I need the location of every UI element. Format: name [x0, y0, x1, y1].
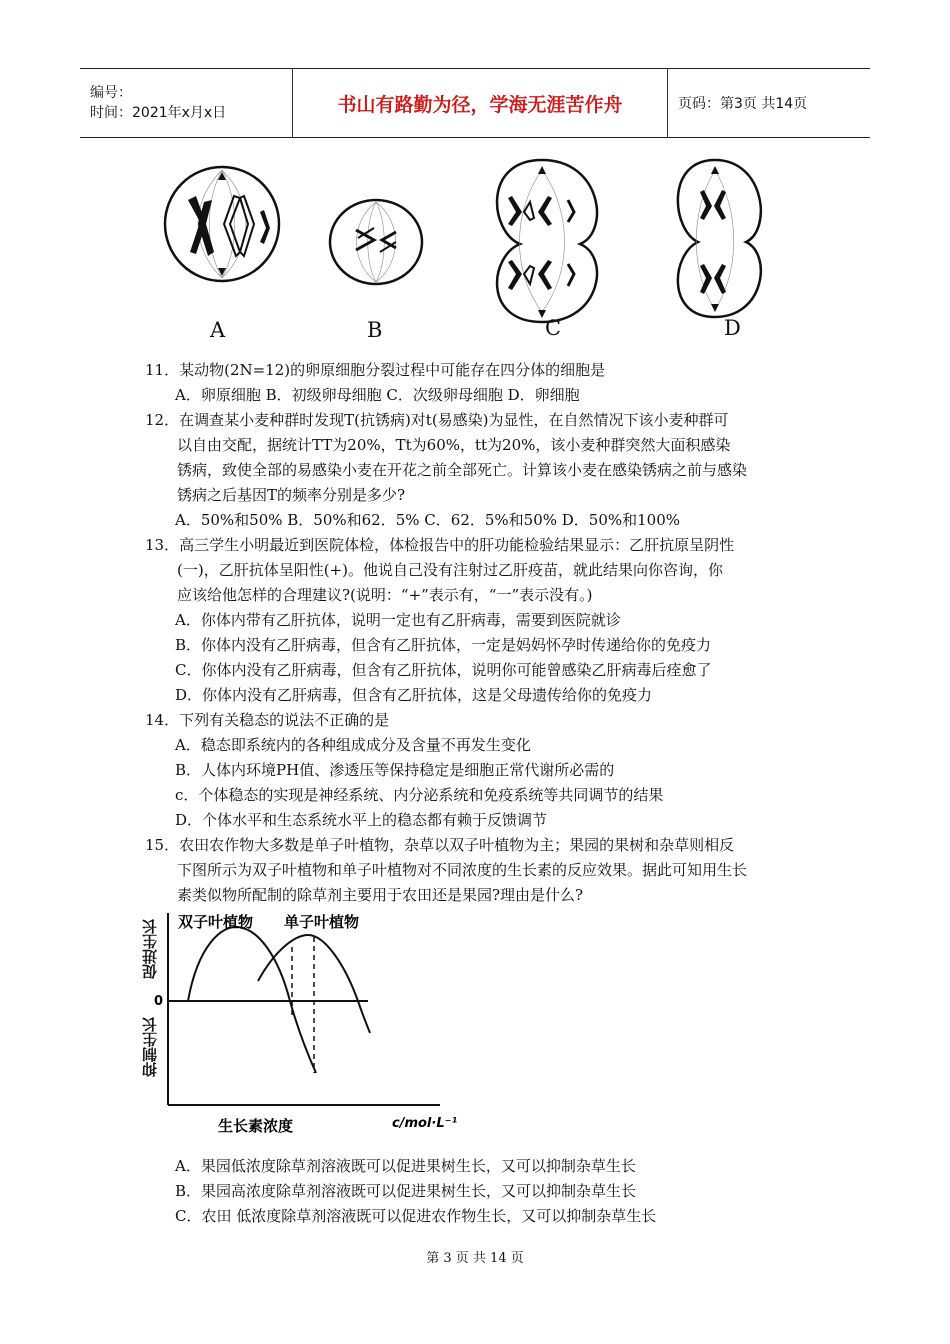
q12-line-3: 锈病，致使全部的易感染小麦在开花之前全部死亡。计算该小麦在感染锈病之前与感染	[177, 461, 748, 479]
question-12	[145, 408, 825, 533]
q13-option-c: C．你体内没有乙肝病毒，但含有乙肝抗体，说明你可能曾感染乙肝病毒后痊愈了	[175, 661, 712, 679]
q11-options: A．卵原细胞 B．初级卵母细胞 C．次级卵母细胞 D．卵细胞	[175, 386, 580, 404]
q14-option-c: c．个体稳态的实现是神经系统、内分泌系统和免疫系统等共同调节的结果	[175, 786, 664, 804]
figure-label-c: C	[545, 316, 562, 340]
q12-line-4: 锈病之后基因T的频率分别是多少?	[177, 486, 406, 504]
x-axis-label: 生长素浓度	[218, 1117, 294, 1135]
q13-option-a: A．你体内带有乙肝抗体，说明一定也有乙肝病毒，需要到医院就诊	[175, 611, 621, 629]
q13-option-b: B．你体内没有乙肝病毒，但含有乙肝抗体，一定是妈妈怀孕时传递给你的免疫力	[175, 636, 712, 654]
q14-option-b: B．人体内环境PH值、渗透压等保持稳定是细胞正常代谢所必需的	[175, 761, 615, 779]
series-label-dicot: 双子叶植物	[178, 913, 254, 931]
page-footer: 第 3 页 共 14 页	[426, 1251, 524, 1266]
question-11	[145, 358, 825, 408]
q15-line-1: 15．农田农作物大多数是单子叶植物，杂草以双子叶植物为主；果园的果树和杂草则相反	[145, 836, 735, 854]
q13-line-2: (一)，乙肝抗体呈阳性(+)。他说自己没有注射过乙肝疫苗，就此结果向你咨询，你	[177, 561, 723, 579]
dicot-curve	[188, 927, 316, 1073]
q13-line-3: 应该给他怎样的合理建议?(说明：“+”表示有，“一”表示没有。)	[177, 586, 593, 604]
q14-option-a: A．稳态即系统内的各种组成成分及含量不再发生变化	[175, 736, 531, 754]
q15-option-a: A．果园低浓度除草剂溶液既可以促进果树生长，又可以抑制杂草生长	[175, 1157, 636, 1175]
header-motto: 书山有路勤为径，学海无涯苦作舟	[293, 69, 668, 137]
y-zero-label: 0	[154, 994, 164, 1009]
question-14	[145, 708, 825, 833]
question-15	[145, 833, 825, 908]
q14-option-d: D．个体水平和生态系统水平上的稳态都有赖于反馈调节	[175, 811, 548, 829]
x-axis-unit: c/mol·L⁻¹	[392, 1116, 458, 1131]
cell-diagrams	[160, 152, 800, 342]
q13-option-d: D．你体内没有乙肝病毒，但含有乙肝抗体，这是父母遗传给你的免疫力	[175, 686, 653, 704]
doc-time: 时间：2021年x月x日	[90, 105, 227, 121]
series-label-monocot: 单子叶植物	[284, 913, 360, 931]
question-13	[145, 533, 825, 708]
page-header	[80, 68, 870, 138]
q12-options: A．50%和50% B．50%和62．5% C．62．5%和50% D．50%和100%	[175, 511, 681, 529]
q12-line-2: 以自由交配，据统计TT为20%，Tt为60%，tt为20%，该小麦种群突然大面积感染	[177, 436, 731, 454]
figure-label-d: D	[724, 316, 741, 340]
doc-number: 编号：	[90, 85, 132, 101]
q14-stem: 14．下列有关稳态的说法不正确的是	[145, 711, 390, 729]
q12-line-1: 12．在调查某小麦种群时发现T(抗锈病)对t(易感染)为显性，在自然情况下该小麦种群可	[145, 411, 729, 429]
q11-stem: 11．某动物(2N=12)的卵原细胞分裂过程中可能存在四分体的细胞是	[145, 361, 606, 379]
q15-option-c: C．农田 低浓度除草剂溶液既可以促进农作物生长，又可以抑制杂草生长	[175, 1207, 657, 1225]
header-meta	[80, 69, 293, 137]
cell-division-figures	[160, 152, 800, 342]
figure-label-b: B	[367, 318, 383, 342]
y-axis-label-inhibit: 抑制生长	[141, 1017, 159, 1077]
graph-svg	[140, 905, 480, 1140]
q15-line-2: 下图所示为双子叶植物和单子叶植物对不同浓度的生长素的反应效果。据此可知用生长	[177, 861, 748, 879]
question-15-options	[145, 1154, 825, 1229]
auxin-response-graph	[140, 905, 480, 1140]
q15-option-b: B．果园高浓度除草剂溶液既可以促进果树生长，又可以抑制杂草生长	[175, 1182, 637, 1200]
header-page-info: 页码：第3页 共14页	[678, 96, 808, 112]
q15-line-3: 素类似物所配制的除草剂主要用于农田还是果园?理由是什么?	[177, 886, 584, 904]
figure-label-a: A	[210, 318, 226, 342]
y-axis-label-promote: 促进生长	[141, 919, 159, 979]
q13-line-1: 13．高三学生小明最近到医院体检，体检报告中的肝功能检验结果显示：乙肝抗原呈阴性	[145, 536, 735, 554]
